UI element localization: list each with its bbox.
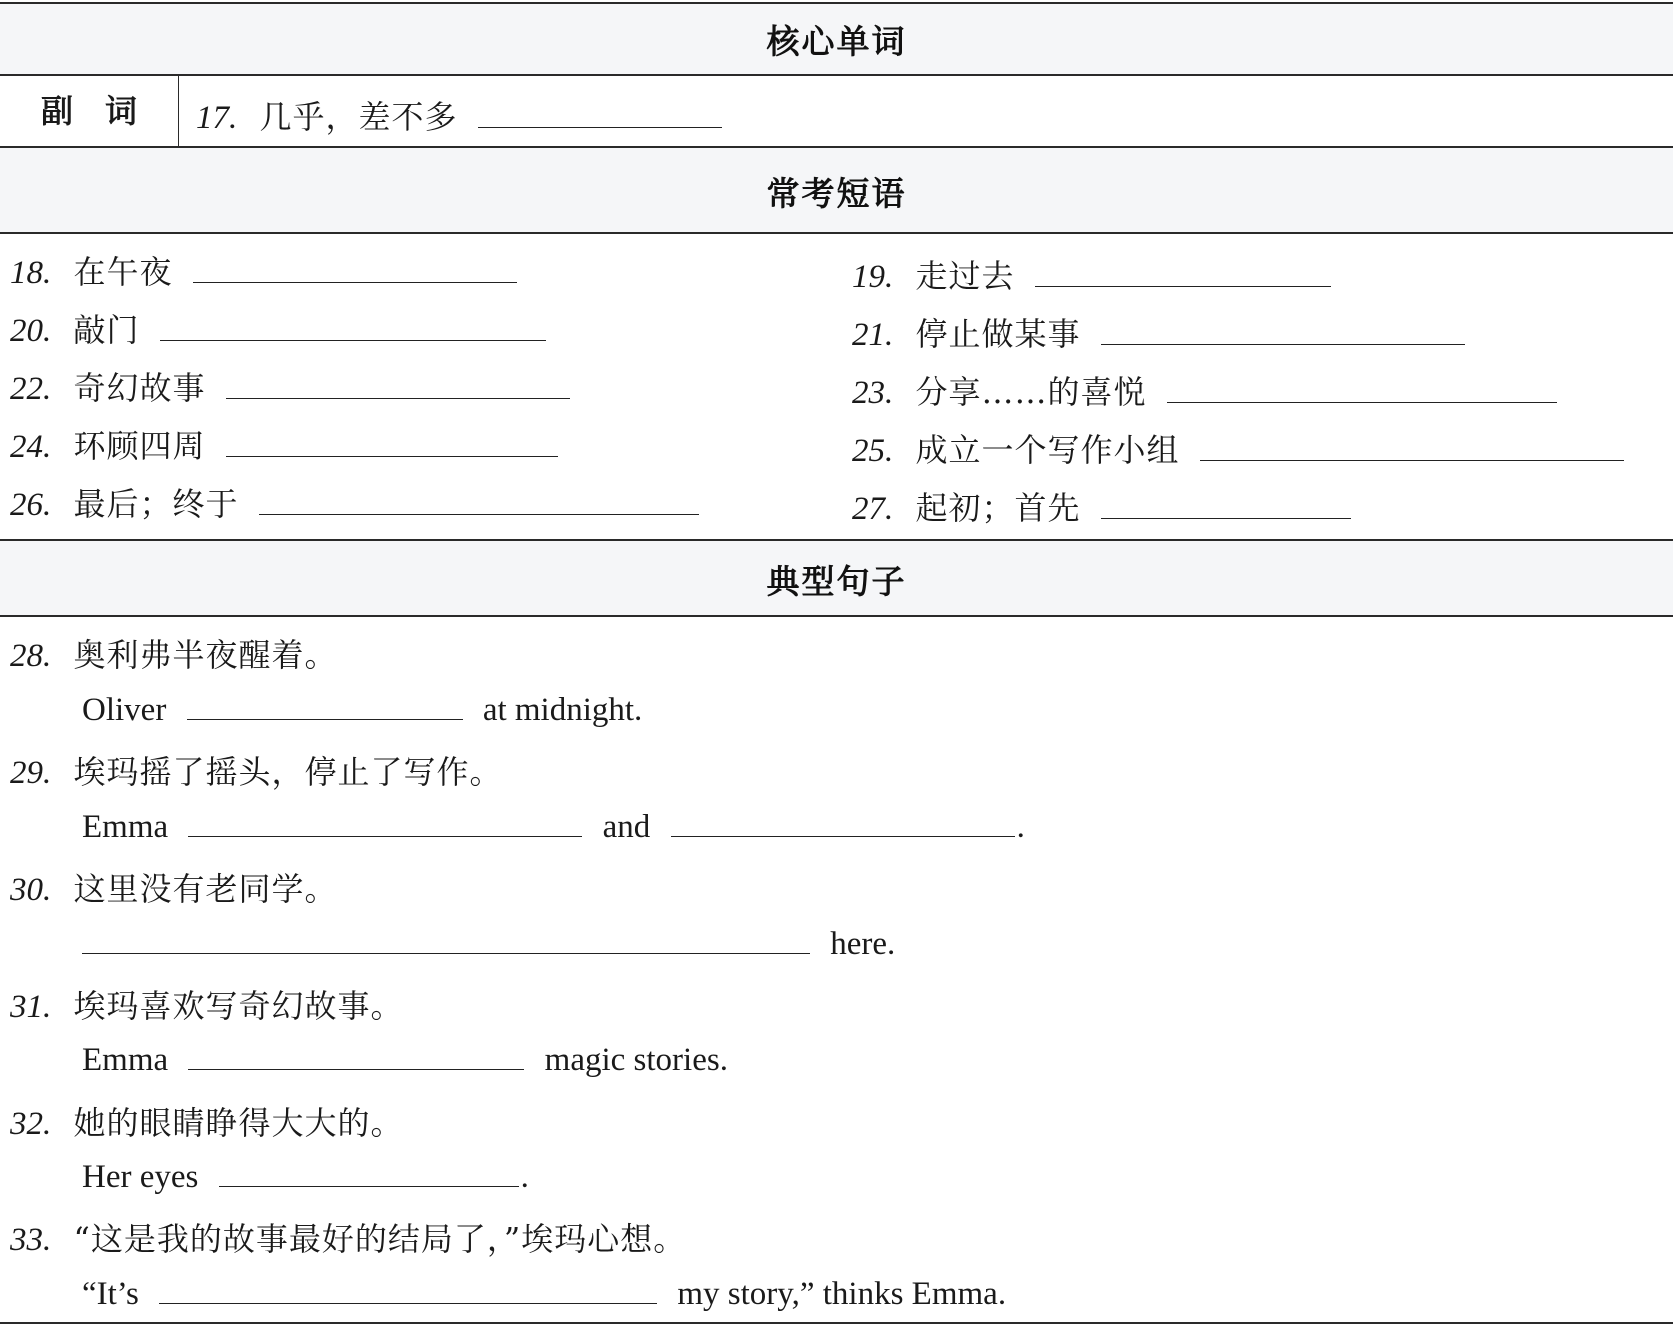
sentence-connector: and bbox=[602, 809, 651, 845]
item-number: 30. bbox=[10, 872, 52, 908]
item-number: 19. bbox=[852, 259, 894, 295]
item-prompt: 在午夜 bbox=[73, 253, 173, 291]
item-number: 29. bbox=[10, 755, 52, 791]
answer-blank[interactable] bbox=[193, 252, 517, 283]
section-title-phrases: 常考短语 bbox=[766, 174, 907, 213]
item-prompt: 这里没有老同学。 bbox=[73, 870, 338, 908]
item-number: 31. bbox=[10, 989, 52, 1025]
answer-blank[interactable] bbox=[82, 923, 810, 954]
section-header-core-words bbox=[0, 4, 1673, 74]
answer-blank[interactable] bbox=[1101, 488, 1351, 519]
sentence-item-30-en bbox=[70, 923, 895, 963]
sentence-item-29-cn bbox=[10, 747, 503, 793]
item-number: 17. bbox=[196, 100, 238, 136]
answer-blank[interactable] bbox=[188, 806, 582, 837]
section-header-sentences bbox=[0, 541, 1673, 615]
bottom-border bbox=[0, 1322, 1673, 1324]
section-title-sentences: 典型句子 bbox=[766, 562, 907, 601]
phrase-item-25 bbox=[852, 425, 1636, 471]
item-number: 32. bbox=[10, 1106, 52, 1142]
sentence-item-32-cn bbox=[10, 1098, 404, 1144]
phrase-item-18 bbox=[10, 247, 529, 293]
section-header-phrases bbox=[0, 148, 1673, 232]
answer-blank[interactable] bbox=[188, 1039, 524, 1070]
item-number: 28. bbox=[10, 638, 52, 674]
item-number: 27. bbox=[852, 491, 894, 527]
item-prompt: 几乎，差不多 bbox=[259, 98, 458, 136]
answer-blank[interactable] bbox=[160, 310, 546, 341]
sentence-item-30-cn bbox=[10, 864, 338, 910]
sentence-suffix: . bbox=[520, 1159, 529, 1195]
phrase-item-26 bbox=[10, 479, 711, 525]
answer-blank[interactable] bbox=[259, 484, 699, 515]
answer-blank[interactable] bbox=[478, 97, 722, 128]
item-number: 26. bbox=[10, 487, 52, 523]
sentence-suffix: here. bbox=[830, 926, 896, 962]
sentence-suffix: at midnight. bbox=[482, 692, 643, 728]
item-prompt: 奇幻故事 bbox=[73, 369, 206, 407]
sentence-suffix: magic stories. bbox=[544, 1042, 728, 1078]
item-prompt: “这是我的故事最好的结局了，”埃玛心想。 bbox=[73, 1220, 687, 1258]
sentence-item-32-en bbox=[82, 1156, 529, 1196]
item-prompt: 她的眼睛睁得大大的。 bbox=[73, 1104, 404, 1142]
item-number: 25. bbox=[852, 433, 894, 469]
phrase-item-27 bbox=[852, 483, 1363, 529]
item-prompt: 奥利弗半夜醒着。 bbox=[73, 636, 338, 674]
phrase-item-21 bbox=[852, 309, 1477, 355]
item-prompt: 走过去 bbox=[915, 257, 1015, 295]
sentence-prefix: Oliver bbox=[82, 692, 167, 728]
sentence-suffix: my story,” thinks Emma. bbox=[677, 1276, 1007, 1312]
sentence-item-28-cn bbox=[10, 630, 338, 676]
sentence-item-31-en bbox=[82, 1039, 728, 1079]
item-number: 21. bbox=[852, 317, 894, 353]
answer-blank[interactable] bbox=[1167, 372, 1557, 403]
divider bbox=[0, 615, 1673, 617]
phrase-item-23 bbox=[852, 367, 1569, 413]
sentence-item-29-en bbox=[82, 806, 1025, 846]
item-prompt: 停止做某事 bbox=[915, 315, 1081, 353]
item-number: 33. bbox=[10, 1222, 52, 1258]
answer-blank[interactable] bbox=[159, 1273, 657, 1304]
item-number: 22. bbox=[10, 371, 52, 407]
divider bbox=[0, 232, 1673, 234]
phrase-item-19 bbox=[852, 251, 1343, 297]
answer-blank[interactable] bbox=[219, 1156, 519, 1187]
adverb-label: 副 词 bbox=[0, 76, 179, 146]
item-prompt: 埃玛喜欢写奇幻故事。 bbox=[73, 987, 404, 1025]
section-title-core-words: 核心单词 bbox=[766, 22, 907, 61]
phrase-item-24 bbox=[10, 421, 570, 467]
item-prompt: 分享……的喜悦 bbox=[915, 373, 1147, 411]
item-prompt: 起初；首先 bbox=[915, 489, 1081, 527]
answer-blank[interactable] bbox=[187, 689, 463, 720]
sentence-prefix: Her eyes bbox=[82, 1159, 199, 1195]
phrase-item-20 bbox=[10, 305, 558, 351]
phrase-item-22 bbox=[10, 363, 582, 409]
item-prompt: 敲门 bbox=[73, 311, 140, 349]
answer-blank[interactable] bbox=[226, 426, 558, 457]
answer-blank[interactable] bbox=[671, 806, 1015, 837]
divider bbox=[0, 74, 1673, 76]
sentence-suffix: . bbox=[1016, 809, 1025, 845]
sentence-prefix: Emma bbox=[82, 1042, 169, 1078]
sentence-prefix: Emma bbox=[82, 809, 169, 845]
item-prompt: 环顾四周 bbox=[73, 427, 206, 465]
item-prompt: 成立一个写作小组 bbox=[915, 431, 1180, 469]
sentence-item-33-en bbox=[82, 1273, 1006, 1313]
item-number: 18. bbox=[10, 255, 52, 291]
item-prompt: 埃玛摇了摇头，停止了写作。 bbox=[73, 753, 503, 791]
sentence-item-31-cn bbox=[10, 981, 404, 1027]
sentence-item-33-cn bbox=[10, 1214, 686, 1260]
item-prompt: 最后；终于 bbox=[73, 485, 239, 523]
item-number: 23. bbox=[852, 375, 894, 411]
item-number: 24. bbox=[10, 429, 52, 465]
answer-blank[interactable] bbox=[1035, 256, 1331, 287]
answer-blank[interactable] bbox=[226, 368, 570, 399]
answer-blank[interactable] bbox=[1101, 314, 1465, 345]
answer-blank[interactable] bbox=[1200, 430, 1624, 461]
word-item-17 bbox=[196, 92, 734, 138]
sentence-item-28-en bbox=[82, 689, 642, 729]
sentence-prefix: “It’s bbox=[82, 1276, 139, 1312]
item-number: 20. bbox=[10, 313, 52, 349]
